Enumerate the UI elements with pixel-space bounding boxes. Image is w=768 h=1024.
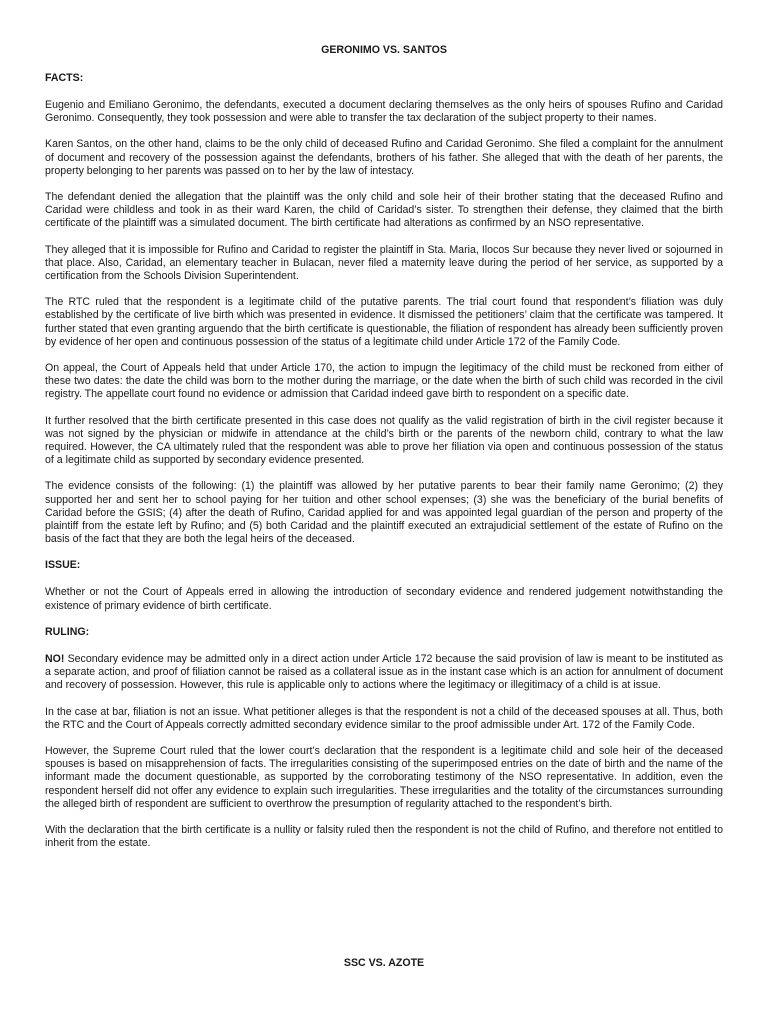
case-title: GERONIMO VS. SANTOS	[321, 44, 447, 56]
issue-paragraph-1: Whether or not the Court of Appeals erred in allowing the introduction of secondary evidence and rendered judgement notwithstanding the existence of primary evidence of birth certificate.	[45, 586, 723, 612]
facts-heading: FACTS:	[45, 72, 84, 84]
ruling-paragraph-4: With the declaration that the birth certificate is a nullity or falsity ruled then the respondent is not the child of Rufino, and therefore not entitled to inherit from the estate.	[45, 823, 723, 850]
facts-paragraph-4: They alleged that it is impossible for Rufino and Caridad to register the plaintiff in Sta. Maria, Ilocos Sur because they never lived or sojourned in that place. Also, Caridad, an elementary teacher in Bulacan, never filed a maternity leave during the period of her service, as supported by a certification from the Schools Division Superintendent.	[45, 243, 723, 283]
facts-paragraph-1: Eugenio and Emiliano Geronimo, the defendants, executed a document declaring themselves as the only heirs of spouses Rufino and Caridad Geronimo. Consequently, they took possession and were able to transfer the tax declaration of the subject property to their names.	[45, 99, 723, 125]
facts-paragraph-5: The RTC ruled that the respondent is a legitimate child of the putative parents. The trial court found that respondent’s filiation was duly established by the certificate of live birth which was presented in evidence. It dismissed the petitioners’ claim that the certificate was tampered. It further stated that even granting arguendo that the birth certificate is questionable, the filiation of respondent has already been sufficiently proven by evidence of her open and continuous possession of the status of a legitimate child under Article 172 of the Family Code.	[45, 296, 723, 348]
issue-heading: ISSUE:	[45, 559, 81, 572]
facts-paragraph-6: On appeal, the Court of Appeals held that under Article 170, the action to impugn the legitimacy of the child must be reckoned from either of these two dates: the date the child was born to the mother during the marriage, or the date when the birth of such child was recorded in the civil registry. The appellate court found no evidence or admission that Caridad indeed gave birth to respondent on a specific date.	[45, 362, 723, 401]
facts-paragraph-3: The defendant denied the allegation that the plaintiff was the only child and sole heir of their brother stating that the deceased Rufino and Caridad were childless and took in as their ward Karen, the child of Caridad’s sister. To strengthen their defense, they claimed that the birth certificate of the plaintiff was a simulated document. The birth certificate had alterations as confirmed by an NSO representative.	[45, 191, 723, 230]
ruling-heading: RULING:	[45, 625, 90, 638]
facts-paragraph-2: Karen Santos, on the other hand, claims to be the only child of deceased Rufino and Caridad Geronimo. She filed a complaint for the annulment of document and recovery of the possession against the defendants, brothers of his father. She alleged that with the death of her parents, the property belonging to her parents was passed on to her by the law of intestacy.	[45, 138, 723, 177]
facts-paragraph-7: It further resolved that the birth certificate presented in this case does not qualify as the valid registration of birth in the civil register because it was not signed by the physician or midwife in attendance at the child’s birth or the parents of the newborn child, contrary to what the law required. However, the CA ultimately ruled that the respondent was able to prove her filiation via open and continuous possession of the status of a legitimate child as supported by secondary evidence presented.	[45, 414, 723, 467]
ruling-paragraph-3: However, the Supreme Court ruled that the lower court’s declaration that the respondent is a legitimate child and sole heir of the deceased spouses is based on misapprehension of facts. The irregularities consisting of the superimposed entries on the date of birth and the name of the informant made the document questionable, as supported by the corroborating testimony of the NSO representative. In addition, even the respondent herself did not offer any evidence to explain such irregularities. These irregularities and the totality of the circumstances surrounding the alleged birth of respondent are sufficient to overthrow the presumption of regularity attached to the respondent’s birth.	[45, 744, 723, 810]
ruling-paragraph-2: In the case at bar, filiation is not an issue. What petitioner alleges is that the respondent is not a child of the deceased spouses at all. Thus, both the RTC and the Court of Appeals correctly admitted secondary evidence similar to the proof admissible under Art. 172 of the Family Code.	[45, 705, 723, 731]
ruling-paragraph-1	[45, 653, 723, 693]
next-case-title: SSC VS. AZOTE	[343, 957, 425, 969]
ruling-lead-text: Secondary evidence may be admitted only in a direct action under Article 172 because the said provision of law is meant to be instituted as a separate action, and proof of filiation cannot be raised as a collateral issue as in the instant case which is an action for annulment of document and recovery of possession. However, this rule is applicable only to actions where the legitimacy or illegitimacy of a child is at issue.	[45, 652, 723, 692]
facts-paragraph-8: The evidence consists of the following: (1) the plaintiff was allowed by her putative parents to bear their family name Geronimo; (2) they supported her and sent her to school paying for her tuition and other school expenses; (3) she was the beneficiary of the burial benefits of Caridad before the GSIS; (4) after the death of Rufino, Caridad applied for and was appointed legal guardian of the person and property of the plaintiff from the estate left by Rufino; and (5) both Caridad and the plaintiff executed an extrajudicial settlement of the estate of Rufino on the basis of the fact that they are both the legal heirs of the deceased.	[45, 480, 723, 546]
ruling-answer: NO!	[45, 652, 65, 665]
